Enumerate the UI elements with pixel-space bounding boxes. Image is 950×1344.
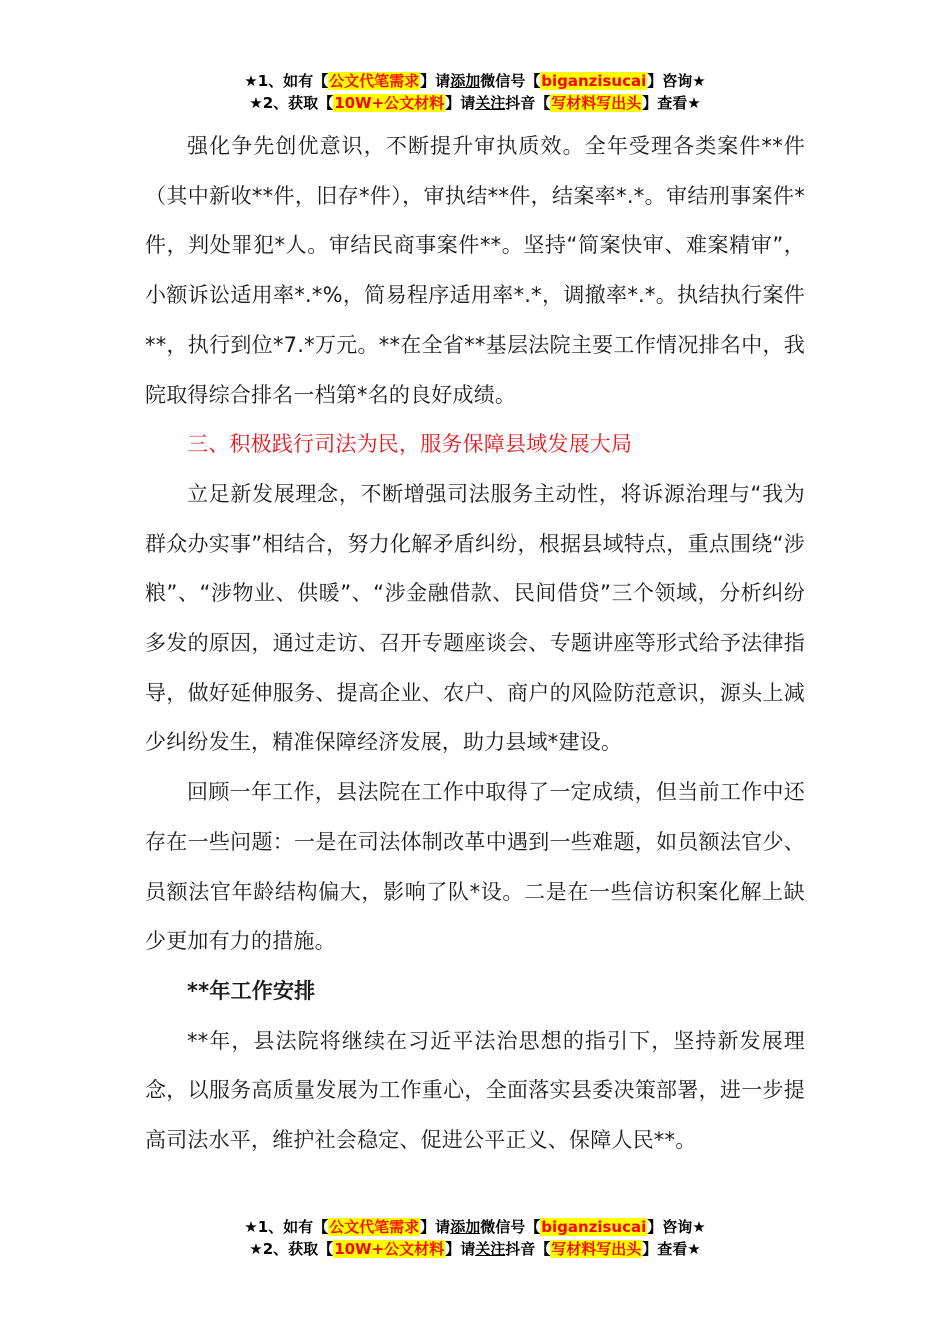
highlight-service: 公文代笔需求 — [329, 1218, 420, 1236]
highlight-douyin: 写材料写出头 — [551, 1240, 642, 1258]
highlight-douyin: 写材料写出头 — [551, 94, 642, 112]
paragraph-review: 回顾一年工作，县法院在工作中取得了一定成绩，但当前工作中还存在一些问题：一是在司法体制改革中遇到一些难题，如员额法官少、员额法官年龄结构偏大，影响了队*设。二是在一些信访积案化解上缺少更加有力的措施。 — [145, 780, 805, 954]
footer-banner — [0, 1216, 950, 1260]
highlight-wechat-id: biganzisucai — [541, 72, 647, 90]
star-icon: ★ — [249, 94, 263, 112]
highlight-materials: 10W+公文材料 — [334, 94, 445, 112]
star-icon: ★ — [244, 1218, 258, 1236]
paragraph-judicial-service: 立足新发展理念，不断增强司法服务主动性，将诉源治理与“我为群众办实事”相结合，努力化解矛盾纠纷，根据县域特点，重点围绕“涉粮”、“涉物业、供暖”、“涉金融借款、民间借贷”三个领域，分析纠纷多发的原因，通过走访、召开专题座谈会、专题讲座等形式给予法律指导，做好延伸服务、提高企业、农户、商户的风险防范意识，源头上减少纠纷发生，精准保障经济发展，助力县域*建设。 — [145, 481, 805, 755]
highlight-service: 公文代笔需求 — [329, 72, 420, 90]
paragraph-case-stats: 强化争先创优意识，不断提升审执质效。全年受理各类案件**件（其中新收**件，旧存*件），审执结**件，结案率*.*。审结刑事案件*件，判处罪犯*人。审结民商事案件**。坚持“简案快审、难案精审”，小额诉讼适用率*.*%，简易程序适用率*.*，调撤率*.*。执结执行案件**，执行到位*7.*万元。**在全省**基层法院主要工作情况排名中，我院取得综合排名一档第*名的良好成绩。 — [145, 134, 805, 407]
banner-line-1: ★1、如有【公文代笔需求】请添加微信号【biganzisucai】咨询★ — [244, 1218, 706, 1236]
banner-line-2: ★2、获取【10W+公文材料】请关注抖音【写材料写出头】查看★ — [249, 94, 701, 112]
banner-line-2: ★2、获取【10W+公文材料】请关注抖音【写材料写出头】查看★ — [249, 1240, 701, 1258]
star-icon: ★ — [244, 72, 258, 90]
header-banner — [0, 70, 950, 114]
document-body — [145, 122, 805, 1166]
paragraph-plan: **年，县法院将继续在习近平法治思想的指引下，坚持新发展理念，以服务高质量发展为工作重心，全面落实县委决策部署，进一步提高司法水平，维护社会稳定、促进公平正义、保障人民**。 — [145, 1028, 805, 1153]
highlight-wechat-id: biganzisucai — [541, 1218, 647, 1236]
star-icon: ★ — [249, 1240, 263, 1258]
section-heading-plan: **年工作安排 — [187, 978, 316, 1003]
highlight-materials: 10W+公文材料 — [334, 1240, 445, 1258]
banner-line-1: ★1、如有【公文代笔需求】请添加微信号【biganzisucai】咨询★ — [244, 72, 706, 90]
section-heading-3: 三、积极践行司法为民，服务保障县域发展大局 — [187, 432, 633, 457]
